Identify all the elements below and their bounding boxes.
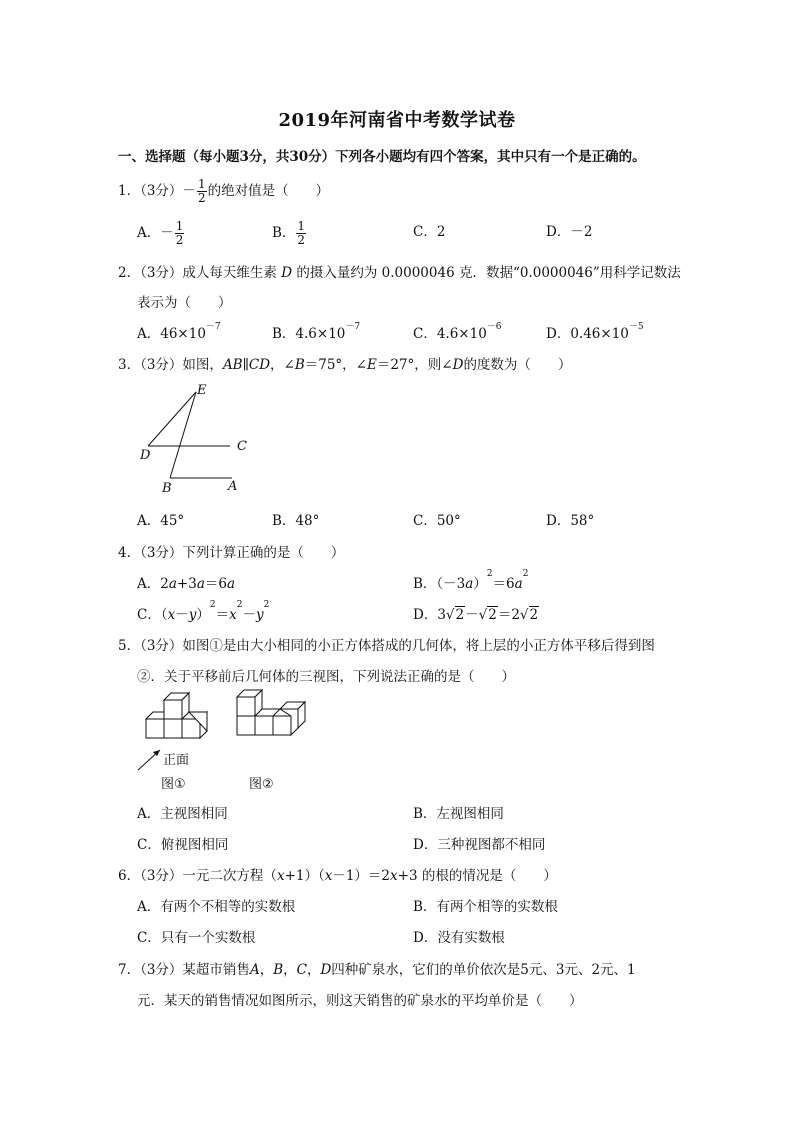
opt-label: B．（－3 (413, 576, 466, 592)
option-2d[interactable] (546, 322, 644, 342)
front-arrow-icon (138, 750, 160, 770)
option-5b[interactable]: B．左视图相同 (413, 806, 504, 822)
fig-label-d: D (140, 448, 151, 463)
expr: － (175, 607, 189, 623)
fig-label-a: A (228, 479, 238, 494)
var: y (188, 607, 197, 623)
sqrt-icon: √2 (445, 607, 465, 623)
question-4: 4．（3分）下列计算正确的是（ ） (118, 545, 345, 561)
option-6c[interactable]: C．只有一个实数根 (137, 930, 256, 946)
q3-text-d: ＝27°，则∠ (376, 357, 453, 373)
q3-d: D (452, 357, 464, 373)
q7-text: ， (306, 962, 321, 978)
option-6a[interactable]: A．有两个不相等的实数根 (137, 899, 296, 915)
q3-text-a: 3．（3分）如图， (118, 357, 223, 373)
option-1d[interactable]: D．－2 (546, 224, 593, 240)
sqrt-icon: √2 (478, 607, 497, 623)
q3-text-c: ＝75°，∠ (304, 357, 367, 373)
option-5c[interactable]: C．俯视图相同 (137, 837, 229, 853)
var: A (249, 962, 260, 978)
var: C (296, 962, 307, 978)
question-1-text: 的绝对值是（ ） (207, 183, 330, 199)
var: a (168, 576, 177, 592)
option-5a[interactable]: A．主视图相同 (137, 806, 228, 822)
q3-text-b: ，∠ (270, 357, 295, 373)
fraction-numerator: 1 (197, 177, 206, 191)
option-4a[interactable] (137, 572, 235, 592)
q7-text: 四种矿泉水，它们的单价依次是5元、3元、2元、1 (331, 962, 636, 978)
var: D (320, 962, 332, 978)
option-1a[interactable] (137, 220, 185, 247)
question-7-line2: 元．某天的销售情况如图所示，则这天销售的矿泉水的平均单价是（ ） (137, 993, 583, 1009)
expr: － (242, 607, 256, 623)
option-label: B． (272, 225, 296, 241)
q7-text: ， (283, 962, 297, 978)
figure-1-caption: 图① (161, 777, 186, 792)
option-1c[interactable]: C．2 (413, 224, 446, 240)
q3-text-e: 的度数为（ ） (463, 357, 572, 373)
question-2-text-b: 的摄入量约为 0.0000046 克．数据“0.0000046”用科学记数法 (296, 265, 681, 281)
option-exponent: －6 (486, 322, 502, 332)
option-6d[interactable]: D．没有实数根 (413, 930, 505, 946)
fraction-denominator: 2 (175, 233, 184, 247)
option-base: D．0.46×10 (546, 326, 629, 342)
var: x (167, 607, 176, 623)
sqrt-icon: √2 (519, 607, 539, 623)
section-heading: 一、选择题（每小题3分，共30分）下列各小题均有四个答案，其中只有一个是正确的。 (118, 149, 646, 165)
option-3a[interactable]: A．45° (137, 513, 185, 529)
q3-ab: AB (222, 357, 243, 373)
expr: ） (473, 576, 487, 592)
option-1b[interactable] (272, 220, 307, 247)
var: a (196, 576, 205, 592)
q3-cd: CD (248, 357, 271, 373)
option-4d[interactable] (413, 603, 539, 623)
option-base: B．4.6×10 (272, 326, 346, 342)
var: a (514, 576, 523, 592)
figure-1-cubes (146, 693, 207, 738)
option-3b[interactable]: B．48° (272, 513, 320, 529)
var: x (276, 868, 285, 884)
exponent: 2 (486, 569, 493, 579)
figure-2-caption: 图② (249, 777, 274, 792)
q7-text: 7．（3分）某超市销售 (118, 962, 250, 978)
fig-label-c: C (237, 439, 247, 454)
q3-e: E (367, 357, 377, 373)
exponent: 2 (209, 600, 216, 610)
radicand: 2 (488, 607, 497, 623)
option-exponent: －7 (205, 322, 221, 332)
var: a (226, 576, 236, 592)
radicand: 2 (529, 607, 539, 623)
fig-label-e: E (197, 383, 207, 398)
question-6 (118, 864, 557, 884)
expr: ＝ (215, 607, 230, 623)
q6-text: +3 的根的情况是（ ） (397, 868, 557, 884)
option-base: C．4.6×10 (413, 326, 487, 342)
var: x (229, 607, 237, 623)
q6-text: 6．（3分）一元二次方程（ (118, 868, 277, 884)
option-exponent: －7 (345, 322, 361, 332)
expr: ＝6 (204, 576, 227, 592)
radicand: 2 (455, 607, 465, 623)
expr: ＝6 (492, 576, 515, 592)
fraction-denominator: 2 (197, 191, 206, 205)
option-base: A．46×10 (137, 326, 206, 342)
expr: － (465, 607, 479, 623)
option-fraction (175, 220, 185, 247)
question-1-number: 1．（3分） (118, 183, 183, 199)
q6-text: －1）＝2 (332, 868, 391, 884)
front-label: 正面 (163, 753, 190, 768)
opt-label: C．（ (137, 607, 168, 623)
opt-label: D．3 (413, 607, 446, 623)
opt-label: A． (137, 576, 161, 592)
q3-b: B (294, 357, 305, 373)
option-5d[interactable]: D．三种视图都不相同 (413, 837, 546, 853)
option-6b[interactable]: B．有两个相等的实数根 (413, 899, 558, 915)
var: x (324, 868, 333, 884)
q6-text: +1）（ (284, 868, 325, 884)
question-1-sign: － (182, 183, 196, 199)
line-de (148, 392, 196, 446)
question-5-line2: ②．关于平移前后几何体的三视图，下列说法正确的是（ ） (137, 669, 515, 685)
option-2b[interactable] (272, 322, 360, 342)
var: B (273, 962, 284, 978)
q3-parallel: ∥ (242, 357, 249, 373)
exponent: 2 (236, 600, 243, 610)
fraction-numerator: 1 (297, 219, 306, 233)
option-4b[interactable] (413, 569, 529, 592)
var: y (255, 607, 264, 623)
option-label: A．－ (137, 225, 174, 241)
exponent: 2 (263, 600, 270, 610)
expr: +3 (176, 576, 197, 592)
fig-label-b: B (162, 481, 172, 496)
option-exponent: －5 (628, 322, 644, 332)
question-7 (118, 958, 636, 978)
question-2 (118, 261, 681, 281)
option-3d[interactable]: D．58° (546, 513, 595, 529)
option-4c[interactable] (137, 600, 270, 623)
question-3 (118, 353, 571, 373)
question-1 (118, 178, 329, 205)
fraction-denominator: 2 (297, 233, 306, 247)
option-fraction (296, 220, 306, 247)
figure-2-cubes (237, 690, 305, 735)
line-eb (170, 392, 196, 478)
question-5: 5．（3分）如图①是由大小相同的小正方体搭成的几何体，将上层的小正方体平移后得到图 (118, 638, 655, 654)
expr: ） (196, 607, 210, 623)
var: a (465, 576, 474, 592)
page-title: 2019年河南省中考数学试卷 (278, 110, 516, 131)
var: x (390, 868, 398, 884)
q7-text: ， (259, 962, 274, 978)
question-2-line2: 表示为（ ） (137, 295, 232, 311)
question-2-text-a: 2．（3分）成人每天维生素 (118, 265, 277, 281)
expr: 2 (160, 576, 169, 592)
exponent: 2 (522, 569, 529, 579)
question-2-var: D (281, 265, 293, 281)
option-2c[interactable] (413, 322, 502, 342)
arrow-head-icon (153, 750, 160, 756)
expr: ＝2 (497, 607, 520, 623)
question-1-fraction (197, 178, 207, 205)
option-2a[interactable] (137, 322, 221, 342)
option-3c[interactable]: C．50° (413, 513, 461, 529)
fraction-numerator: 1 (175, 219, 184, 233)
